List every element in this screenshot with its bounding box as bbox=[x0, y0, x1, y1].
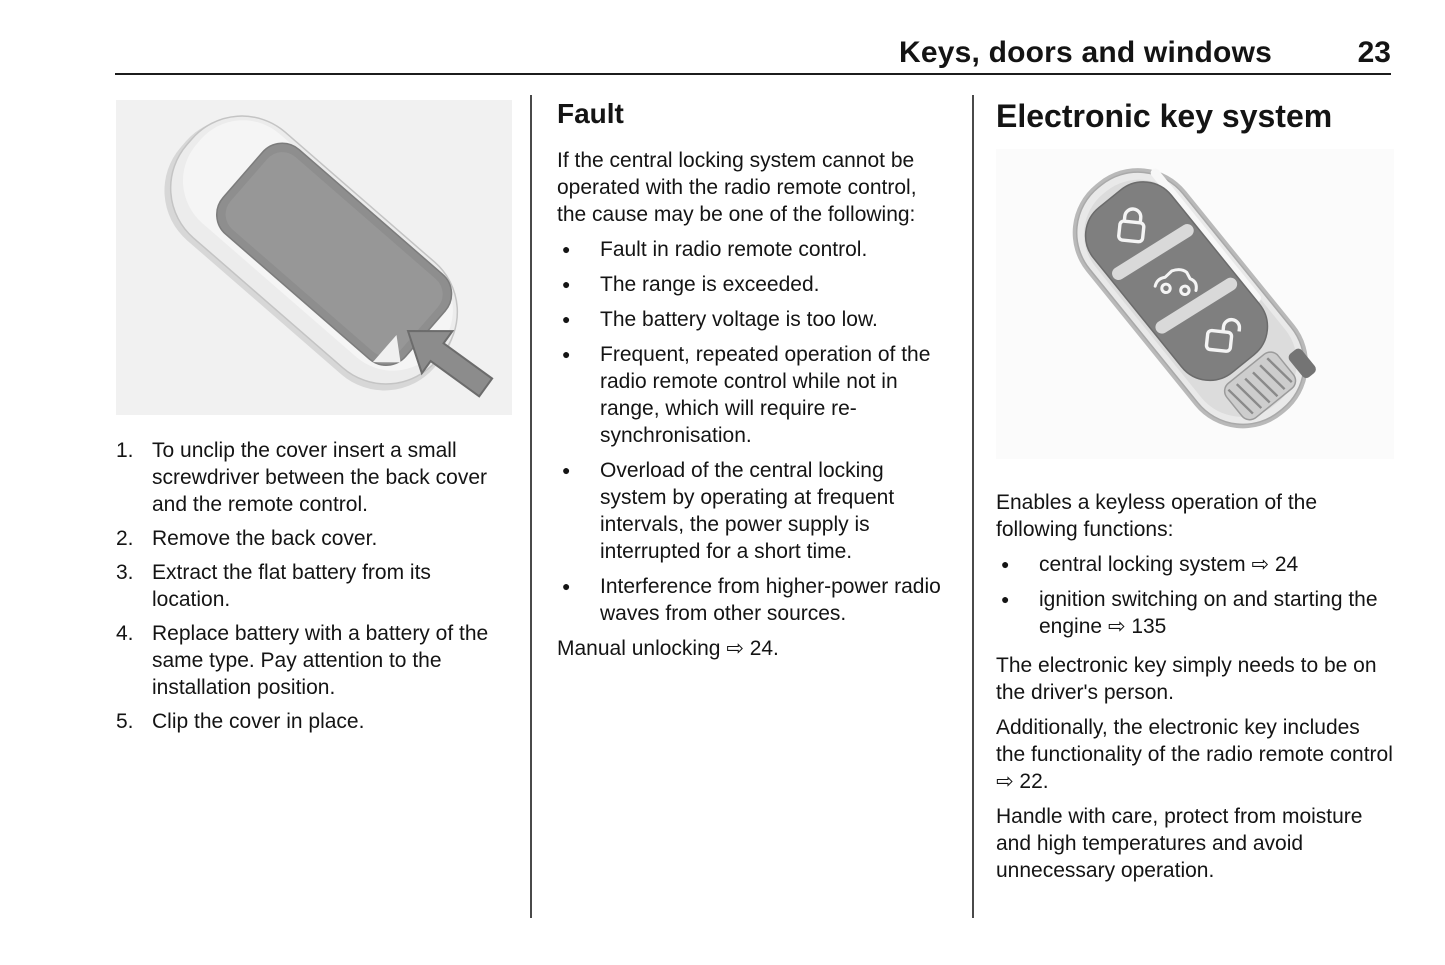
electronic-key-paragraph: The electronic key simply needs to be on the driver's person. bbox=[996, 654, 1377, 704]
column-fault bbox=[557, 97, 951, 670]
list-item bbox=[116, 559, 512, 613]
electronic-key-image bbox=[996, 149, 1394, 459]
electronic-key-intro: Enables a keyless operation of the following functions: bbox=[996, 491, 1318, 541]
list-item: ● central locking system ⇨ 24 bbox=[996, 551, 1394, 578]
header-rule bbox=[115, 73, 1391, 75]
keyless-functions-list bbox=[996, 551, 1394, 640]
chapter-title: Keys, doors and windows bbox=[899, 36, 1272, 69]
column-divider-left bbox=[530, 95, 532, 918]
list-item: ● Interference from higher-power radio waves from other sources. bbox=[557, 573, 951, 627]
list-item bbox=[116, 708, 512, 735]
step-number: 5. bbox=[116, 710, 134, 733]
step-text: Extract the flat battery from its location. bbox=[152, 561, 431, 611]
fault-causes-list bbox=[557, 236, 951, 627]
manual-unlocking-reference: Manual unlocking ⇨ 24. bbox=[557, 637, 779, 660]
fault-heading: Fault bbox=[557, 98, 624, 129]
step-text: To unclip the cover insert a small screwdriver between the back cover and the remote control. bbox=[152, 439, 487, 516]
electronic-key-heading: Electronic key system bbox=[996, 98, 1333, 134]
column-electronic-key bbox=[996, 97, 1394, 892]
list-item: ● Overload of the central locking system by operating at frequent intervals, the power supply is interrupted for a short time. bbox=[557, 457, 951, 565]
electronic-key-paragraph: Additionally, the electronic key includes the functionality of the radio remote control ⇨ 22. bbox=[996, 716, 1393, 793]
list-item bbox=[116, 525, 512, 552]
page-number: 23 bbox=[1357, 36, 1391, 69]
column-divider-right bbox=[972, 95, 974, 918]
list-item bbox=[116, 437, 512, 518]
battery-steps-list bbox=[116, 437, 512, 735]
step-number: 4. bbox=[116, 622, 134, 645]
step-number: 2. bbox=[116, 527, 134, 550]
list-item: ● The range is exceeded. bbox=[557, 271, 951, 298]
fault-intro: If the central locking system cannot be operated with the radio remote control, the cause may be one of the following: bbox=[557, 149, 917, 226]
column-battery-replacement bbox=[116, 100, 512, 742]
list-item bbox=[116, 620, 512, 701]
step-text: Clip the cover in place. bbox=[152, 710, 365, 733]
remote-control-back-image bbox=[116, 100, 512, 415]
list-item: ● The battery voltage is too low. bbox=[557, 306, 951, 333]
step-number: 1. bbox=[116, 439, 134, 462]
step-text: Remove the back cover. bbox=[152, 527, 378, 550]
step-text: Replace battery with a battery of the same type. Pay attention to the installation position. bbox=[152, 622, 489, 699]
electronic-key-paragraph: Handle with care, protect from moisture and high temperatures and avoid unnecessary operation. bbox=[996, 805, 1363, 882]
list-item: ● Fault in radio remote control. bbox=[557, 236, 951, 263]
step-number: 3. bbox=[116, 561, 134, 584]
list-item: ● ignition switching on and starting the engine ⇨ 135 bbox=[996, 586, 1394, 640]
list-item: ● Frequent, repeated operation of the radio remote control while not in range, which will require re-synchronisation. bbox=[557, 341, 951, 449]
